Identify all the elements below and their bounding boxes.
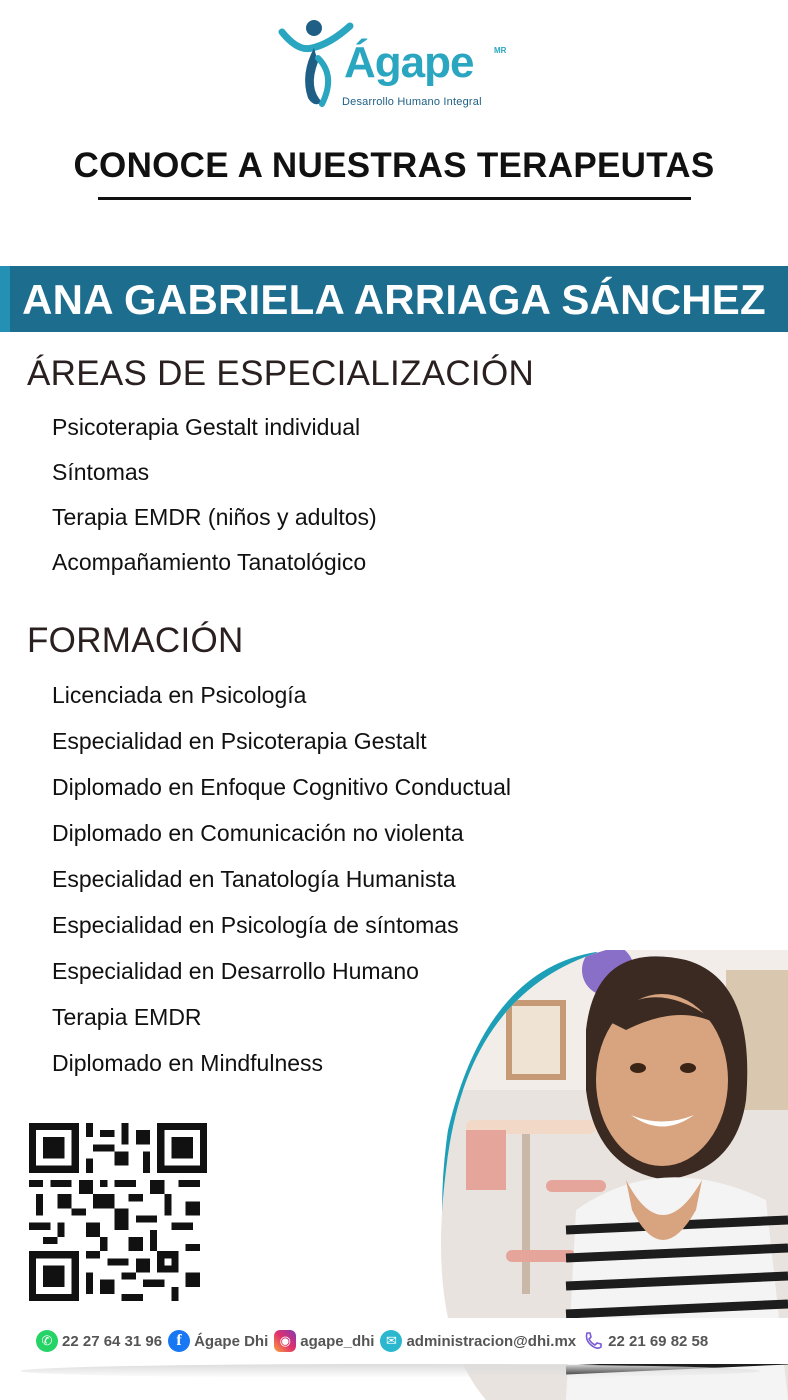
therapist-name: ANA GABRIELA ARRIAGA SÁNCHEZ — [22, 276, 766, 323]
title-underline — [98, 197, 691, 200]
formacion-item: Licenciada en Psicología — [52, 682, 307, 708]
formacion-item: Diplomado en Mindfulness — [52, 1050, 324, 1076]
formacion-item: Especialidad en Desarrollo Humano — [52, 958, 419, 984]
facebook-handle: Ágape Dhi — [194, 1332, 269, 1350]
logo-wordmark: Ágape — [344, 38, 474, 87]
instagram-handle: agape_dhi — [300, 1332, 375, 1350]
footer-shadow — [20, 1364, 760, 1378]
whatsapp-contact[interactable] — [36, 1330, 162, 1352]
agape-logo — [278, 18, 518, 114]
instagram-icon: ◉ — [274, 1330, 296, 1352]
phone-contact[interactable] — [582, 1330, 708, 1352]
formacion-item: Especialidad en Tanatología Humanista — [52, 866, 456, 892]
areas-item: Acompañamiento Tanatológico — [52, 549, 367, 575]
page-title: CONOCE A NUESTRAS TERAPEUTAS — [73, 146, 715, 185]
facebook-contact[interactable] — [168, 1330, 268, 1352]
formacion-item: Diplomado en Comunicación no violenta — [52, 820, 464, 846]
phone-icon — [582, 1330, 604, 1352]
formacion-item: Especialidad en Psicoterapia Gestalt — [52, 728, 427, 754]
formacion-item: Especialidad en Psicología de síntomas — [52, 912, 459, 938]
logo-registered-mark: MR — [494, 46, 507, 55]
email-address: administracion@dhi.mx — [406, 1332, 577, 1350]
facebook-icon: f — [168, 1330, 190, 1352]
formacion-item: Diplomado en Enfoque Cognitivo Conductual — [52, 774, 512, 800]
contact-bar — [20, 1318, 788, 1364]
areas-item: Síntomas — [52, 459, 150, 485]
whatsapp-icon: ✆ — [36, 1330, 58, 1352]
areas-item: Psicoterapia Gestalt individual — [52, 414, 361, 440]
phone-number: 22 21 69 82 58 — [608, 1332, 709, 1350]
email-contact[interactable] — [380, 1330, 576, 1352]
areas-item: Terapia EMDR (niños y adultos) — [52, 504, 377, 530]
formacion-item: Terapia EMDR — [52, 1004, 202, 1030]
mail-icon: ✉ — [380, 1330, 402, 1352]
whatsapp-number: 22 27 64 31 96 — [62, 1332, 163, 1350]
instagram-contact[interactable] — [274, 1330, 374, 1352]
areas-heading: ÁREAS DE ESPECIALIZACIÓN — [27, 354, 535, 393]
qr-code[interactable] — [28, 1123, 208, 1301]
formacion-heading: FORMACIÓN — [27, 621, 244, 660]
logo-tagline: Desarrollo Humano Integral — [342, 96, 482, 108]
